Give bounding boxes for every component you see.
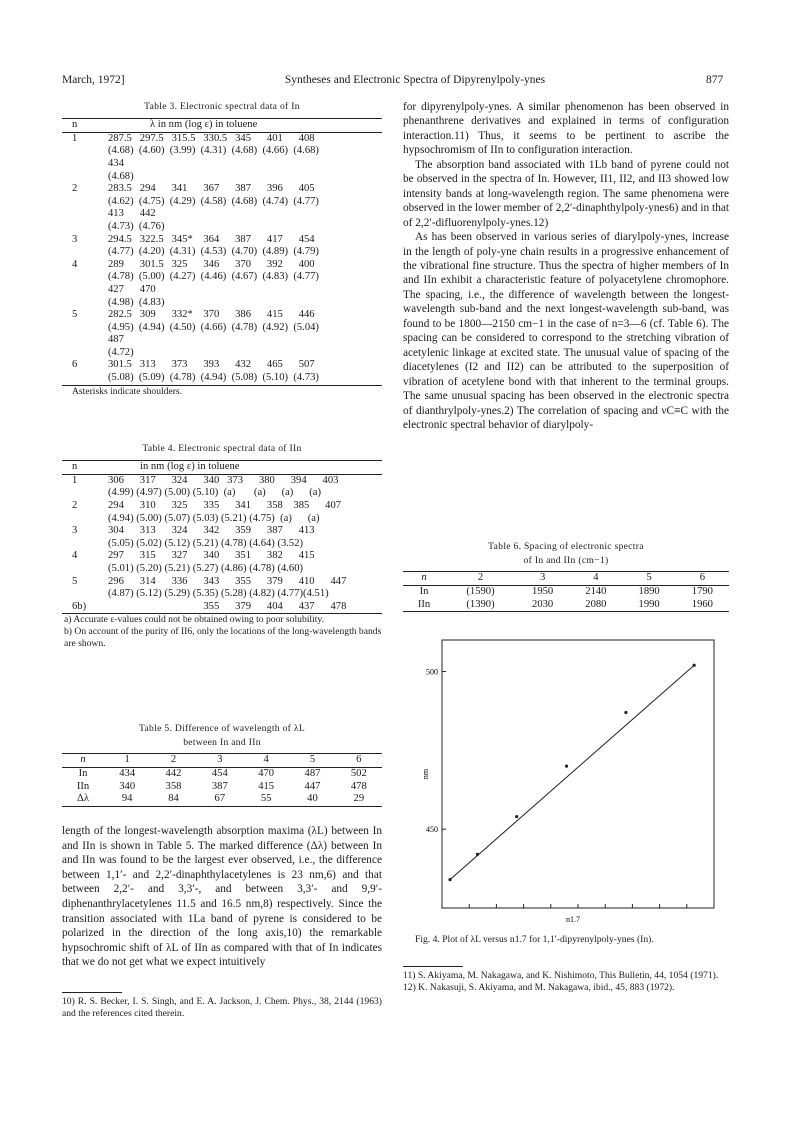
row-line: 294.5 322.5 345* 364 387 417 454 (108, 233, 315, 245)
left-body-text (62, 824, 382, 970)
table-cell: 387 (211, 780, 228, 792)
spectral-row (62, 601, 382, 614)
row-line: (4.98) (4.83) (108, 296, 165, 308)
table-cell: 1790 (691, 586, 713, 597)
spectral-row (62, 133, 382, 183)
row-line: 301.5 313 373 393 432 465 507 (108, 359, 315, 371)
row-line: 287.5 297.5 315.5 330.5 345 401 408 (108, 132, 315, 144)
running-header-title: Syntheses and Electronic Spectra of Dipyrenylpoly-ynes (284, 74, 546, 86)
table-cell: 340 (119, 780, 136, 792)
row-line: 296 314 336 343 355 379 410 447 (108, 575, 347, 587)
table-cell: 55 (260, 793, 272, 805)
y-axis-label: nm (421, 768, 430, 780)
row-line: (4.94) (5.00) (5.07) (5.03) (5.21) (4.75) (a) (a) (108, 512, 320, 524)
table-cell: 1960 (691, 598, 713, 610)
header-cell: 5 (646, 572, 652, 584)
table-cell: 1990 (638, 598, 660, 610)
row-line: 487 (108, 334, 124, 346)
row-line: 434 (108, 157, 124, 169)
table-cell: (1390) (466, 598, 495, 610)
table-3-caption: Table 3. Electronic spectral data of In (144, 101, 300, 112)
table-cell: 358 (165, 780, 182, 792)
data-point (476, 853, 479, 856)
row-line: (5.08) (5.09) (4.78) (4.94) (5.08) (5.10) (4.73) (108, 372, 319, 384)
spectral-row (62, 500, 382, 525)
right-paragraph-1: for dipyrenylpoly-ynes. A similar phenomenon has been observed in phenanthrene derivatives and explained in terms of configuration interaction.11) Thus, it seems to be pertinent to ascribe the hypsochromism of IIn to configuration interaction. (403, 101, 729, 157)
running-header-date: March, 1972] (62, 74, 125, 86)
header-cell: 2 (170, 754, 177, 766)
table-4-caption: Table 4. Electronic spectral data of IIn (142, 443, 302, 454)
row-line: (4.68) (4.60) (3.99) (4.31) (4.68) (4.66) (4.68) (108, 145, 319, 157)
table-cell: 415 (258, 780, 275, 792)
header-cell: n (80, 754, 86, 766)
header-cell: 2 (477, 572, 484, 584)
row-line: (5.01) (5.20) (5.21) (5.27) (4.86) (4.78) (4.60) (108, 562, 304, 574)
row-line: 297 315 327 340 351 382 415 (108, 550, 315, 562)
row-line: (4.99) (4.97) (5.00) (5.10) (a) (a) (a) (a) (108, 487, 321, 499)
table-cell: IIn (417, 598, 431, 610)
row-n: 4 (72, 258, 78, 270)
data-point (515, 815, 518, 818)
spectral-row (62, 525, 382, 550)
row-n: 2 (72, 499, 78, 511)
table-5 (62, 722, 382, 807)
table-cell: 84 (168, 793, 179, 805)
row-line: (4.77) (4.20) (4.31) (4.53) (4.70) (4.89) (4.79) (108, 246, 319, 258)
table-3-body (62, 133, 382, 385)
table-5-caption-2: between In and IIn (183, 737, 261, 749)
row-line: (4.68) (108, 170, 134, 182)
figure-4-caption-block (403, 934, 729, 946)
fit-line (450, 665, 694, 879)
spectral-row (62, 475, 382, 500)
data-point (565, 765, 568, 768)
table-cell: 434 (119, 768, 136, 779)
table-cell: 2140 (585, 586, 607, 597)
row-line: (4.73) (4.76) (108, 220, 165, 232)
header-row (403, 572, 729, 586)
row-line: 413 442 (108, 208, 156, 220)
row-n: 4 (72, 550, 78, 562)
right-paragraph-2: The absorption band associated with 1Lb band of pyrene could not be observed in the spectra of In. However, II1, II2, and II3 showed low intensity bands at long-wavelength region. The same phenomena were observed in the lower member of 2,2′-dinaphthylpoly-ynes6) and in that of 2,2′-difluorenylpoly-ynes.12) (403, 158, 729, 229)
row-n: 3 (72, 233, 78, 245)
footnote-12: 12) K. Nakasuji, S. Akiyama, and M. Nakagawa, ibid., 45, 883 (1972). (403, 982, 675, 993)
row-line: 355 379 404 437 478 (108, 600, 347, 612)
table-cell: 470 (258, 768, 275, 779)
row-line: 283.5 294 341 367 387 396 405 (108, 183, 315, 195)
row-n: 1 (72, 474, 78, 486)
table-3-note: Asterisks indicate shoulders. (72, 385, 183, 397)
row-line: 289 301.5 325 346 370 392 400 (108, 258, 315, 270)
table-6-grid (403, 571, 729, 612)
spectral-row (62, 259, 382, 309)
left-paragraph: length of the longest-wavelength absorption maxima (λL) between In and IIn is shown in Table 5. The marked difference (Δλ) between In and IIn was found to be the largest ever observed, i.e., the difference between 1,1′- and 2,2′-dinaphthylacetylenes is 23 nm,6) and that between 2,2′- and 3,3′-, and between 3,3′- and 9,9′-diphenanthrylacetylenes 11.5 and 16.5 nm,8) respectively. Since the transition associated with 1La band of pyrene is considered to be polarized in the direction of the long axis,10) the remarkable hypsochromic shift of λL of IIn as compared with that of In indicates that we do not get what we expect intuitively (62, 825, 382, 969)
table-cell: 454 (211, 768, 228, 779)
table-3 (62, 100, 382, 397)
table-cell: 2080 (585, 598, 607, 610)
table-6-caption: Table 6. Spacing of electronic spectra (488, 541, 644, 552)
spectral-row (62, 234, 382, 259)
header-cell: 5 (309, 754, 316, 766)
table-3-col-n: n (72, 119, 78, 131)
row-line: (4.95) (4.94) (4.50) (4.66) (4.78) (4.92) (5.04) (108, 321, 319, 333)
table-cell: In (419, 586, 429, 597)
table-row (62, 768, 382, 781)
table-cell: 94 (121, 793, 133, 805)
table-cell: 67 (214, 793, 226, 805)
row-line: 304 313 324 342 359 387 413 (108, 525, 315, 537)
spectral-row (62, 576, 382, 601)
table-row (62, 793, 382, 806)
table-cell: In (78, 768, 88, 779)
table-4 (62, 442, 382, 649)
figure-4-caption: Fig. 4. Plot of λL versus n1.7 for 1,1′-dipyrenylpoly-ynes (In). (415, 934, 654, 945)
table-4-note-a: a) Accurate ε-values could not be obtained owing to poor solubility. (64, 614, 324, 626)
footnote-11: 11) S. Akiyama, M. Nakagawa, and K. Nishimoto, This Bulletin, 44, 1054 (1971). (403, 970, 719, 981)
header-cell: 1 (124, 754, 130, 766)
row-line: (4.62) (4.75) (4.29) (4.58) (4.68) (4.74) (4.77) (108, 195, 319, 207)
spectral-row (62, 183, 382, 233)
table-row (403, 599, 729, 612)
row-n: 5 (72, 309, 78, 321)
header-cell: 4 (593, 572, 599, 584)
row-n: 2 (72, 183, 78, 195)
right-footnotes (403, 966, 729, 994)
table-4-col-head: in nm (log ε) in toluene (140, 461, 240, 473)
table-cell: 502 (350, 768, 367, 779)
y-tick-label: 450 (426, 825, 438, 835)
table-5-grid (62, 753, 382, 806)
table-cell: 487 (304, 768, 321, 779)
footnote-10: 10) R. S. Becker, I. S. Singh, and E. A. Jackson, J. Chem. Phys., 38, 2144 (1963) and the references cited therein. (62, 996, 382, 1019)
row-line: (4.87) (5.12) (5.29) (5.35) (5.28) (4.82) (4.77)(4.51) (108, 588, 329, 600)
table-row (62, 781, 382, 794)
row-n: 1 (72, 132, 78, 144)
row-line: (5.05) (5.02) (5.12) (5.21) (4.78) (4.64) (3.52) (108, 537, 304, 549)
row-n: 5 (72, 575, 78, 587)
row-n: 3 (72, 525, 78, 537)
table-cell: 29 (353, 793, 365, 805)
x-axis-label: n1.7 (566, 915, 580, 924)
row-line: 427 470 (108, 283, 156, 295)
table-cell: Δλ (77, 793, 89, 805)
row-line: (4.78) (5.00) (4.27) (4.46) (4.67) (4.83) (4.77) (108, 271, 319, 283)
data-point (693, 664, 696, 667)
table-cell: 478 (350, 780, 367, 792)
table-3-col-head: λ in nm (log ε) in toluene (150, 119, 258, 131)
data-point (624, 711, 627, 714)
table-cell: 442 (165, 768, 182, 779)
table-4-body (62, 475, 382, 614)
table-6-caption-2: of In and IIn (cm−1) (523, 555, 609, 567)
table-cell: 40 (307, 793, 318, 805)
row-line: (4.72) (108, 346, 134, 358)
table-cell: 447 (304, 780, 321, 792)
header-row (62, 754, 382, 768)
header-cell: 6 (356, 754, 362, 766)
header-cell: 3 (217, 754, 223, 766)
plot-frame (442, 640, 714, 908)
header-cell: 4 (263, 754, 269, 766)
right-paragraph-3: As has been observed in various series of diarylpoly-ynes, increase in the length of poly-yne chain results in a progressive enhancement of the vibrational fine structure. Thus the spectra of higher members of In and IIn exhibit a characteristic feature of polyacetylene chromophore. The spacing, i.e., the difference of wavelength between the longest-wavelength sub-band and the next longest-wavelength sub-band, was found to be 1800—2150 cm−1 in the case of n=3—6 (cf. Table 6). The spacing can be considered to correspond to the stretching vibration of acetylenic linkage at excited state. The unusual value of spacing of the diacetylenes (I2 and II2) can be attributed to the superposition of vibration of acetylene bond with that inherent to the terminal groups. The same unusual spacing has been observed in the electronic spectra of dianthrylpoly-ynes.2) The correlation of spacing and νC≡C with the electronic spectral behavior of diarylpoly- (403, 231, 729, 431)
table-row (403, 586, 729, 599)
row-n: 6b) (72, 600, 87, 612)
row-line: 306 317 324 340 373 380 394 403 (108, 474, 339, 486)
row-n: 6 (72, 359, 78, 371)
spectral-row (62, 309, 382, 359)
page-number: 877 (706, 74, 724, 86)
table-cell: 2030 (532, 598, 554, 610)
y-tick-label: 500 (426, 667, 438, 677)
table-4-note-b: b) On account of the purity of II6, only the locations of the long-wavelength bands are shown. (64, 625, 382, 649)
right-body-text (403, 100, 729, 432)
header-cell: 3 (539, 572, 546, 584)
header-cell: 6 (699, 572, 706, 584)
spectral-row (62, 359, 382, 384)
row-line: 282.5 309 332* 370 386 415 446 (108, 309, 315, 321)
table-6 (403, 540, 729, 612)
data-point (448, 878, 451, 881)
figure-4-plot (420, 636, 720, 932)
table-cell: 1950 (532, 586, 554, 597)
row-line: 294 310 325 335 341 358 385 407 (108, 499, 342, 511)
table-5-caption: Table 5. Difference of wavelength of λL (138, 723, 305, 734)
table-4-col-n: n (72, 461, 78, 473)
spectral-row (62, 550, 382, 575)
header-cell: n (421, 572, 427, 584)
table-cell: (1590) (466, 586, 495, 597)
footnote-10-block (62, 992, 382, 1020)
table-cell: 1890 (638, 586, 660, 597)
table-cell: IIn (76, 780, 90, 792)
